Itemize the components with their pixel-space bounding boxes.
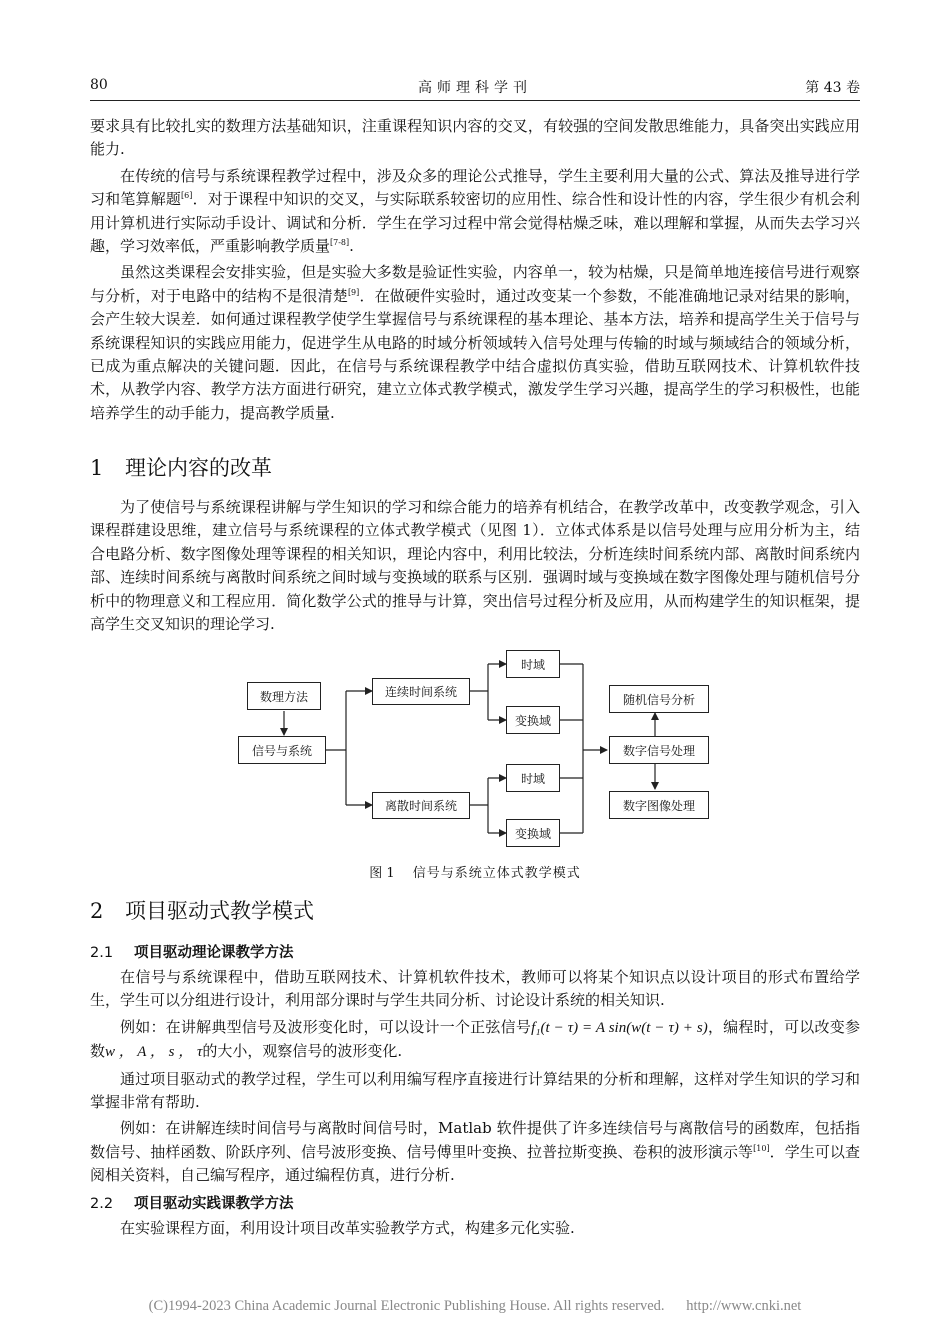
copyright-footer: (C)1994-2023 China Academic Journal Electronic Publishing House. All rights reserved. http://www.cnki.net — [148, 1298, 802, 1314]
node-signals-systems: 信号与系统 — [238, 736, 326, 764]
node-time-domain: 时域 — [506, 650, 560, 678]
subsection-heading — [90, 1193, 294, 1215]
subsection-number: 2.1 — [90, 945, 114, 961]
paragraph-text: . — [349, 237, 354, 256]
node-math-methods: 数理方法 — [247, 682, 321, 710]
section1-text — [90, 496, 860, 636]
citation[interactable]: [7-8] — [330, 238, 350, 248]
section2-2-text — [90, 1217, 860, 1240]
formula-parameters: w ， A ， s ， τ — [105, 1044, 203, 1061]
subsection-heading — [90, 942, 294, 964]
node-digital-signal-processing: 数字信号处理 — [609, 736, 709, 764]
page-number: 80 — [90, 77, 108, 93]
node-random-signal-analysis: 随机信号分析 — [609, 685, 709, 713]
paragraph-text: 在传统的信号与系统课程教学过程中，涉及众多的理论公式推导，学生主要利用大量的公式、算法及推导进行学习和笔算解题 — [90, 166, 860, 209]
paragraph — [90, 1016, 860, 1065]
citation[interactable]: [10] — [753, 1143, 770, 1153]
paragraph-text: 例如：在讲解连续时间信号与离散时间信号时，Matlab 软件提供了许多连续信号与离散信号的函数库，包括指数信号、抽样函数、阶跃序列、信号波形变换、信号傅里叶变换、拉普拉斯变换、卷积的波形演示等 — [90, 1119, 860, 1161]
section-title: 项目驱动式教学模式 — [125, 899, 314, 923]
node-time-domain: 时域 — [506, 764, 560, 792]
node-transform-domain: 变换域 — [506, 819, 560, 847]
figure-caption — [0, 862, 950, 881]
section-title: 理论内容的改革 — [125, 456, 272, 480]
section-heading — [90, 896, 314, 926]
journal-title: 高师理科学刊 — [418, 80, 532, 96]
intro-text — [90, 115, 860, 425]
figure-caption-text: 信号与系统立体式教学模式 — [412, 866, 581, 881]
section2-1-text — [90, 966, 860, 1188]
subsection-title: 项目驱动实践课教学方法 — [134, 1196, 294, 1212]
paragraph: 为了使信号与系统课程讲解与学生知识的学习和综合能力的培养有机结合，在教学改革中，改变教学观念，引入课程群建设思维，建立信号与系统课程的立体式教学模式（见图 1）．立体式体系是以信号处理与应用分析为主，结合电路分析、数字图像处理等课程的相关知识，理论内容中，利用比较法，分析连续时间系统内部、离散时间系统内部、连续时间系统与离散时间系统之间时域与变换域的联系与区别．强调时域与变换域在数字图像处理与随机信号分析中的物理意义和工程应用．简化数学公式的推导与计算，突出信号过程分析及应用，从而构建学生的知识框架，提高学生交叉知识的理论学习. — [90, 498, 860, 634]
paragraph-text: 例如：在讲解典型信号及波形变化时，可以设计一个正弦信号 — [120, 1017, 532, 1036]
section-number: 1 — [90, 456, 104, 480]
header-rule — [90, 100, 860, 101]
paragraph-text: 虽然这类课程会安排实验，但是实验大多数是验证性实验，内容单一，较为枯燥，只是简单地连接信号进行观察与分析，对于电路中的结构不是很清楚 — [90, 263, 860, 305]
paragraph-text: 的大小，观察信号的波形变化. — [202, 1042, 403, 1061]
citation[interactable]: [9] — [347, 287, 360, 297]
citation[interactable]: [6] — [181, 191, 193, 201]
node-continuous-system: 连续时间系统 — [372, 678, 470, 705]
figure-number: 图 1 — [369, 866, 395, 881]
paragraph: 通过项目驱动式的教学过程，学生可以利用编写程序直接进行计算结果的分析和理解，这样对学生知识的学习和掌握非常有帮助. — [90, 1069, 860, 1112]
paragraph: 在信号与系统课程中，借助互联网技术、计算机软件技术，教师可以将某个知识点以设计项目的形式布置给学生，学生可以分组进行设计，利用部分课时与学生共同分析、讨论设计系统的相关知识. — [90, 968, 860, 1010]
paragraph: 在实验课程方面，利用设计项目改革实验教学方式，构建多元化实验. — [120, 1219, 575, 1237]
paragraph — [90, 165, 860, 259]
paragraph — [90, 261, 860, 425]
paragraph-text: ．在做硬件实验时，通过改变某一个参数，不能准确地记录对结果的影响，会产生较大误差．如何通过课程教学使学生掌握信号与系统课程的基本理论、基本方法，培养和提高学生关于信号与系统课程知识的实践应用能力，促进学生从电路的时域分析领域转入信号处理与传输的时域与频域结合的领域分析，已成为重点解决的关键问题．因此，在信号与系统课程教学中结合虚拟仿真实验，借助互联网技术、计算机软件技术，从教学内容、教学方法方面进行研究，建立立体式教学模式，激发学生学习兴趣，提高学生的学习积极性，也能培养学生的动手能力，提高教学质量. — [90, 286, 860, 422]
paragraph: 要求具有比较扎实的数理方法基础知识，注重课程知识内容的交叉，有较强的空间发散思维能力，具备突出实践应用能力. — [90, 117, 860, 159]
node-discrete-system: 离散时间系统 — [372, 792, 470, 819]
subsection-title: 项目驱动理论课教学方法 — [134, 945, 294, 961]
paragraph-text: ，编程时，可以改变参数 — [90, 1017, 860, 1061]
formula-sine-signal: f₁(t − τ) = A sin(w(t − τ) + s) — [531, 1019, 708, 1036]
paragraph-text: ．学生可以查阅相关资料，自己编写程序，通过编程仿真，进行分析. — [90, 1142, 860, 1185]
node-digital-image-processing: 数字图像处理 — [609, 791, 709, 819]
paragraph — [90, 1117, 860, 1187]
section-number: 2 — [90, 899, 104, 923]
paragraph-text: ．对于课程中知识的交叉，与实际联系较密切的应用性、综合性和设计性的内容，学生很少有机会利用计算机进行实际动手设计、调试和分析．学生在学习过程中常会觉得枯燥乏味，难以理解和掌握，从而失去学习兴趣，学习效率低，严重影响教学质量 — [90, 190, 860, 256]
running-header — [90, 75, 860, 101]
volume-label: 第 43 卷 — [805, 80, 860, 96]
subsection-number: 2.2 — [90, 1196, 114, 1212]
node-transform-domain: 变换域 — [506, 706, 560, 734]
section-heading — [90, 453, 272, 483]
